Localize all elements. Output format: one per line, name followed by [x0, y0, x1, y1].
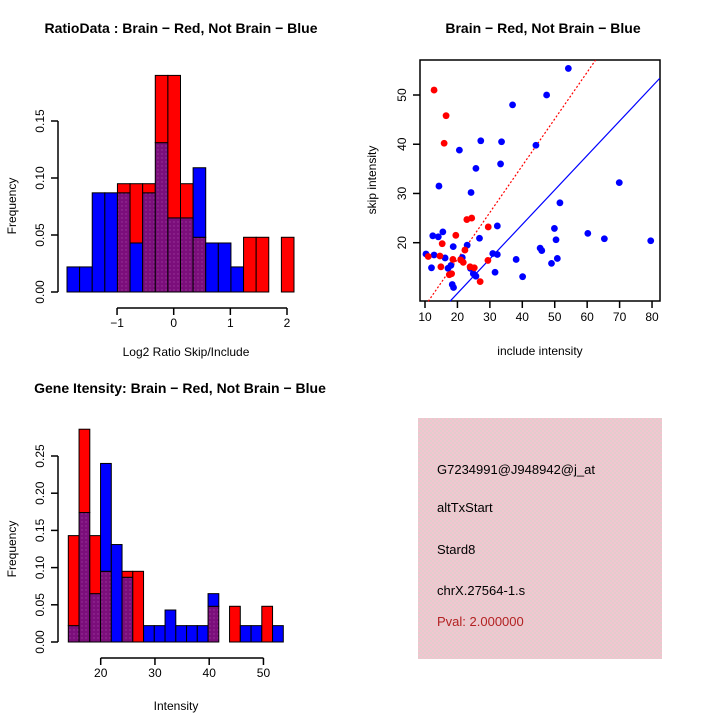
- intensity-scatter-svg: [360, 0, 720, 360]
- scatter-point-blue: [497, 161, 504, 168]
- histogram-bar-blue: [206, 243, 219, 292]
- x-axis-label: include intensity: [497, 344, 583, 358]
- histogram-bar-red: [155, 75, 168, 142]
- histogram-bar-red: [79, 429, 90, 512]
- scatter-point-blue: [468, 189, 475, 196]
- scatter-point-blue: [538, 247, 545, 254]
- histogram-bar-red: [143, 184, 156, 193]
- scatter-point-red: [425, 253, 432, 260]
- scatter-point-blue: [476, 235, 483, 242]
- y-tick-label: 0.25: [33, 444, 47, 468]
- scatter-point-red: [431, 87, 438, 94]
- probe-id-text: G7234991@J948942@j_at: [437, 462, 595, 477]
- x-tick-label: 50: [256, 666, 271, 680]
- histogram-bar-blue: [67, 267, 80, 292]
- ratio-histogram-panel: [0, 0, 360, 360]
- x-axis-label: Intensity: [153, 699, 199, 713]
- y-tick-label: 0.05: [33, 223, 47, 247]
- scatter-point-blue: [498, 138, 505, 145]
- scatter-point-blue: [494, 223, 501, 230]
- histogram-bar-red: [122, 571, 133, 577]
- histogram-bar-purple: [122, 577, 133, 642]
- scatter-point-blue: [492, 269, 499, 276]
- event-type-text: altTxStart: [437, 500, 493, 515]
- scatter-point-red: [439, 240, 446, 247]
- y-tick-label: 30: [395, 186, 409, 201]
- y-tick-label: 20: [395, 236, 409, 250]
- x-axis-label: Log2 Ratio Skip/Include: [122, 345, 250, 359]
- scatter-point-blue: [450, 243, 457, 250]
- histogram-bar-red: [168, 75, 181, 218]
- x-tick-label: 20: [450, 310, 465, 324]
- chart-title: Gene Itensity: Brain − Red, Not Brain − Blue: [34, 380, 326, 396]
- x-tick-label: 70: [612, 310, 627, 324]
- x-tick-label: 40: [515, 310, 529, 324]
- gene-symbol-text: Stard8: [437, 542, 476, 557]
- scatter-point-blue: [509, 101, 516, 108]
- scatter-point-blue: [450, 284, 457, 291]
- scatter-point-red: [437, 253, 444, 260]
- plot-frame: [420, 60, 660, 301]
- scatter-point-red: [437, 263, 444, 270]
- scatter-point-blue: [551, 225, 558, 232]
- gene-intensity-histogram-panel: [0, 360, 360, 720]
- scatter-point-blue: [513, 256, 520, 263]
- histogram-bar-blue: [251, 626, 262, 642]
- scatter-point-red: [452, 232, 459, 239]
- scatter-point-red: [468, 215, 475, 222]
- histogram-bar-blue: [165, 610, 176, 642]
- histogram-bar-blue: [197, 626, 208, 642]
- histogram-bar-red: [256, 237, 269, 292]
- scatter-point-blue: [428, 264, 435, 271]
- histogram-bar-blue: [144, 626, 155, 642]
- y-tick-label: 0.10: [33, 555, 47, 580]
- y-tick-label: 0.00: [33, 280, 47, 304]
- histogram-bar-red: [90, 536, 101, 594]
- scatter-point-red: [443, 112, 450, 119]
- y-tick-label: 0.00: [33, 630, 47, 654]
- scatter-point-blue: [431, 252, 438, 259]
- scatter-point-blue: [553, 236, 560, 243]
- histogram-bar-purple: [117, 193, 130, 292]
- histogram-bar-red: [281, 237, 294, 292]
- intensity-scatter-panel: [360, 0, 720, 360]
- ratio-histogram-svg: [0, 0, 360, 360]
- scatter-point-blue: [647, 237, 654, 244]
- scatter-point-red: [449, 256, 456, 263]
- histogram-bar-purple: [208, 606, 219, 642]
- histogram-bar-purple: [193, 237, 206, 292]
- histogram-bar-blue: [187, 626, 198, 642]
- histogram-bar-red: [262, 606, 273, 642]
- scatter-point-blue: [557, 199, 564, 206]
- scatter-point-blue: [616, 179, 623, 186]
- scatter-point-red: [485, 257, 492, 264]
- histogram-bar-purple: [90, 594, 101, 642]
- x-tick-label: 80: [645, 310, 659, 324]
- x-tick-label: −1: [110, 316, 124, 330]
- y-axis-label: Frequency: [5, 520, 19, 578]
- histogram-bar-blue: [273, 626, 284, 642]
- y-tick-label: 40: [395, 137, 409, 151]
- histogram-bar-blue: [240, 626, 251, 642]
- scatter-point-blue: [494, 251, 501, 258]
- scatter-point-blue: [543, 92, 550, 99]
- info-panel: [360, 360, 720, 720]
- scatter-point-blue: [435, 233, 442, 240]
- pval-text: Pval: 2.000000: [437, 614, 524, 629]
- histogram-bar-purple: [168, 218, 181, 292]
- histogram-bar-blue: [92, 193, 105, 292]
- histogram-bar-blue: [154, 626, 165, 642]
- histogram-bar-blue: [231, 267, 244, 292]
- x-tick-label: 30: [483, 310, 497, 324]
- scatter-point-red: [485, 224, 492, 231]
- scatter-point-red: [471, 264, 478, 271]
- scatter-point-blue: [473, 273, 480, 280]
- scatter-point-blue: [473, 165, 480, 172]
- histogram-bar-purple: [101, 571, 112, 642]
- scatter-point-blue: [519, 273, 526, 280]
- scatter-point-red: [461, 247, 468, 254]
- histogram-bar-blue: [80, 267, 93, 292]
- scatter-point-blue: [565, 65, 572, 72]
- y-tick-label: 50: [395, 88, 409, 102]
- histogram-bar-blue: [176, 626, 187, 642]
- y-tick-label: 0.05: [33, 593, 47, 617]
- y-axis-label: skip intensity: [365, 145, 379, 215]
- histogram-bar-red: [130, 184, 143, 243]
- histogram-bar-red: [133, 571, 144, 642]
- scatter-point-blue: [554, 255, 561, 262]
- histogram-bar-red: [180, 184, 193, 218]
- histogram-bar-purple: [143, 193, 156, 292]
- histogram-bar-blue: [130, 243, 143, 292]
- histogram-bar-purple: [180, 218, 193, 292]
- y-tick-label: 0.20: [33, 481, 47, 505]
- gene-intensity-histogram-svg: [0, 360, 360, 720]
- x-tick-label: 0: [170, 316, 178, 330]
- histogram-bar-blue: [218, 243, 231, 292]
- histogram-bar-red: [68, 536, 79, 626]
- scatter-point-blue: [548, 260, 555, 267]
- scatter-point-blue: [584, 230, 591, 237]
- scatter-point-red: [460, 259, 467, 266]
- scatter-point-blue: [448, 262, 455, 269]
- histogram-bar-red: [230, 606, 241, 642]
- x-tick-label: 60: [580, 310, 594, 324]
- scatter-point-red: [477, 278, 484, 285]
- location-text: chrX.27564-1.s: [437, 583, 526, 598]
- x-tick-label: 50: [548, 310, 562, 324]
- scatter-point-red: [441, 140, 448, 147]
- x-tick-label: 1: [227, 316, 234, 330]
- histogram-bar-blue: [111, 545, 122, 642]
- histogram-bar-purple: [155, 143, 168, 292]
- chart-title: Brain − Red, Not Brain − Blue: [445, 20, 641, 36]
- histogram-bar-blue: [208, 594, 219, 607]
- y-tick-label: 0.15: [33, 109, 47, 133]
- gene-info-box: [418, 418, 662, 659]
- histogram-bar-red: [117, 184, 130, 193]
- scatter-point-blue: [456, 147, 463, 154]
- histogram-bar-purple: [68, 626, 79, 642]
- histogram-bar-purple: [79, 513, 90, 642]
- scatter-point-blue: [436, 183, 443, 190]
- chart-title: RatioData : Brain − Red, Not Brain − Blue: [44, 20, 318, 36]
- x-tick-label: 30: [148, 666, 162, 680]
- x-tick-label: 40: [202, 666, 216, 680]
- x-tick-label: 10: [418, 310, 432, 324]
- scatter-point-blue: [601, 235, 608, 242]
- y-tick-label: 0.15: [33, 518, 47, 543]
- scatter-point-blue: [533, 142, 540, 149]
- histogram-bar-red: [244, 237, 257, 292]
- scatter-point-red: [448, 270, 455, 277]
- histogram-bar-blue: [193, 168, 206, 238]
- x-tick-label: 2: [283, 316, 291, 330]
- blue-line: [450, 78, 660, 301]
- histogram-bar-blue: [101, 463, 112, 571]
- scatter-point-blue: [477, 137, 484, 144]
- y-axis-label: Frequency: [5, 177, 19, 235]
- histogram-bar-blue: [105, 193, 118, 292]
- x-tick-label: 20: [94, 666, 108, 680]
- y-tick-label: 0.10: [33, 166, 47, 190]
